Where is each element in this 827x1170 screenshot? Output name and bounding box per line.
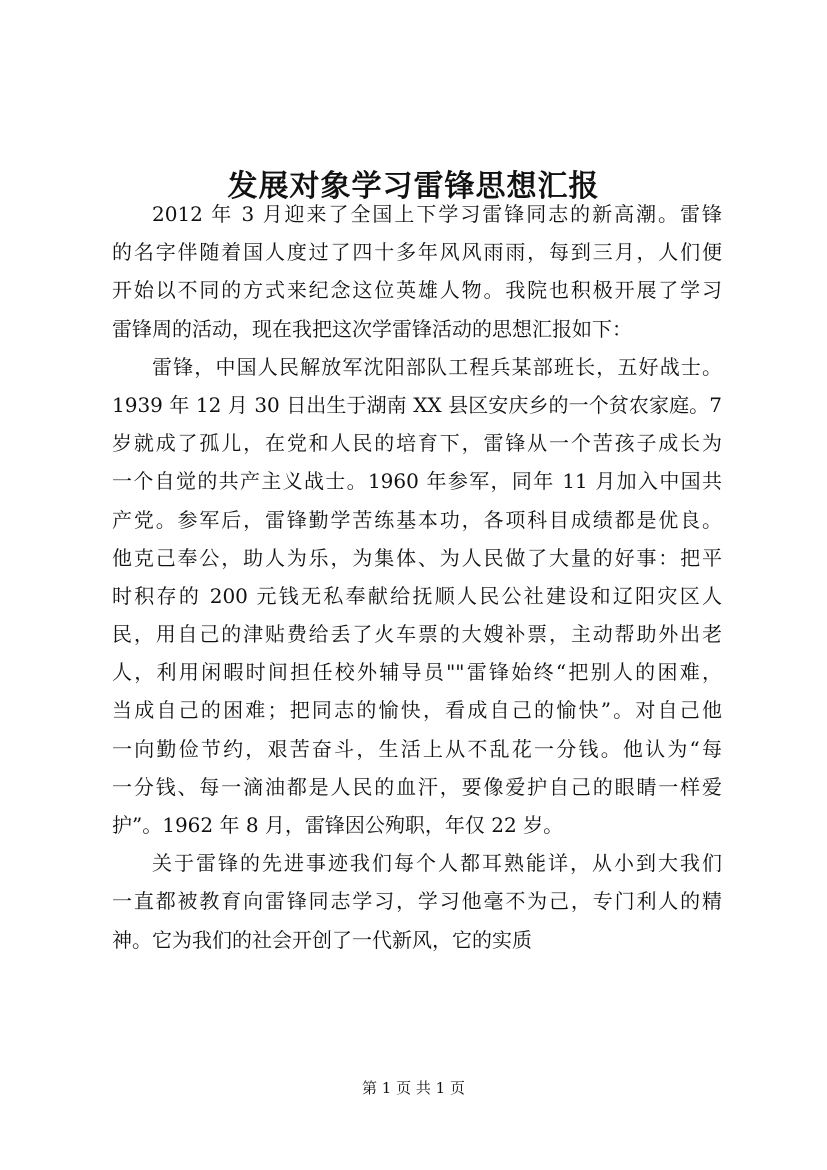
- text-line: 一个自觉的共产主义战士。1960 年参军，同年 11 月加入中国共: [112, 469, 722, 494]
- text-line: 一向勤俭节约，艰苦奋斗，生活上从不乱花一分钱。他认为“每: [112, 736, 722, 761]
- paragraph-2: [112, 348, 722, 844]
- text-line: 雷锋周的活动，现在我把这次学雷锋活动的思想汇报如下：: [112, 316, 632, 341]
- text-line: 岁就成了孤儿，在党和人民的培育下，雷锋从一个苦孩子成长为: [112, 431, 722, 456]
- text-line: 一直都被教育向雷锋同志学习，学习他毫不为己，专门利人的精: [112, 889, 722, 914]
- document-body: [112, 195, 722, 959]
- text-line: 关于雷锋的先进事迹我们每个人都耳熟能详，从小到大我们: [152, 851, 722, 876]
- text-line: 时积存的 200 元钱无私奉献给抚顺人民公社建设和辽阳灾区人: [112, 583, 722, 608]
- page-footer: 第 1 页 共 1 页: [362, 1079, 465, 1097]
- text-line: 神。它为我们的社会开创了一代新风，它的实质: [112, 927, 532, 952]
- text-line: 民，用自己的津贴费给丢了火车票的大嫂补票，主动帮助外出老: [112, 622, 722, 647]
- text-line: 当成自己的困难；把同志的愉快，看成自己的愉快”。对自己他: [112, 698, 722, 723]
- text-line: 1939 年 12 月 30 日出生于湖南 XX 县区安庆乡的一个贫农家庭。7: [112, 392, 722, 417]
- paragraph-1: [112, 195, 722, 348]
- paragraph-3: [112, 844, 722, 959]
- document-title: 发展对象学习雷锋思想汇报: [227, 169, 600, 205]
- text-line: 人，利用闲暇时间担任校外辅导员""雷锋始终“把别人的困难，: [112, 660, 722, 685]
- text-line: 的名字伴随着国人度过了四十多年风风雨雨，每到三月，人们便: [112, 240, 722, 265]
- text-line: 他克己奉公，助人为乐，为集体、为人民做了大量的好事：把平: [112, 545, 722, 570]
- text-line: 雷锋，中国人民解放军沈阳部队工程兵某部班长，五好战士。: [152, 354, 722, 379]
- text-line: 护”。1962 年 8 月，雷锋因公殉职，年仅 22 岁。: [112, 813, 564, 837]
- text-line: 一分钱、每一滴油都是人民的血汗，要像爱护自己的眼睛一样爱: [112, 774, 722, 799]
- text-line: 2012 年 3 月迎来了全国上下学习雷锋同志的新高潮。雷锋: [152, 202, 722, 226]
- text-line: 开始以不同的方式来纪念这位英雄人物。我院也积极开展了学习: [112, 278, 722, 303]
- text-line: 产党。参军后，雷锋勤学苦练基本功，各项科目成绩都是优良。: [112, 507, 722, 532]
